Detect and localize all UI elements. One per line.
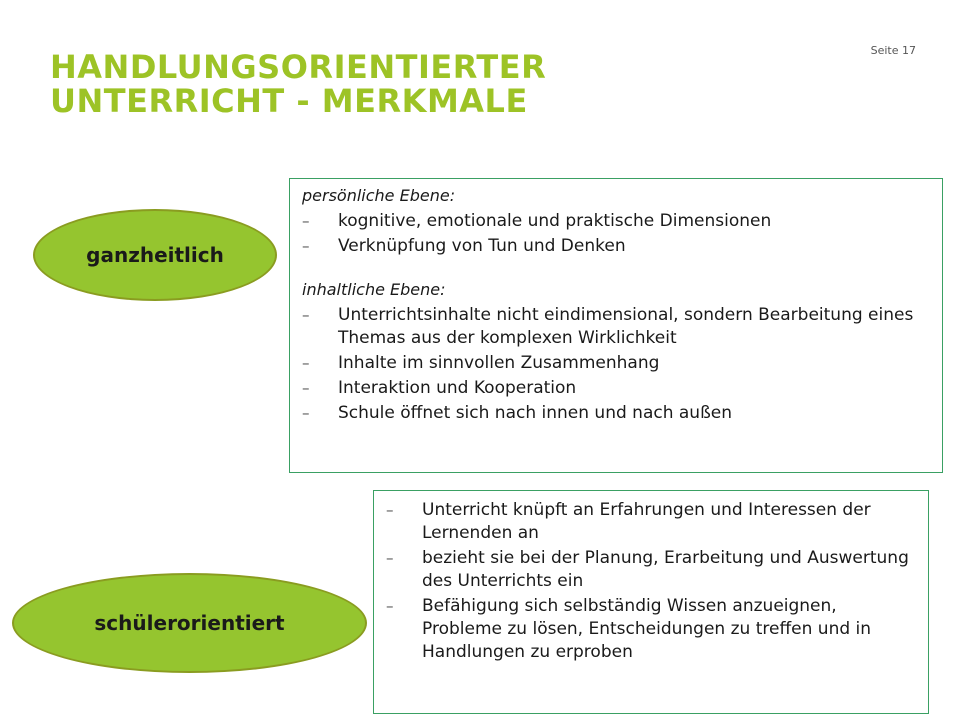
schuelerorientiert-box bbox=[373, 490, 929, 714]
list-item: – Inhalte im sinnvollen Zusammenhang bbox=[302, 352, 932, 375]
list-item: – Unterrichtsinhalte nicht eindimensional, sondern Bearbeitung eines Themas aus der komplexen Wirklichkeit bbox=[302, 304, 932, 350]
list-item: – Befähigung sich selbständig Wissen anzueignen, Probleme zu lösen, Entscheidungen zu treffen und in Handlungen zu erproben bbox=[386, 595, 918, 664]
content-level-list bbox=[302, 304, 932, 425]
personal-level-heading: persönliche Ebene: bbox=[302, 186, 456, 205]
ganzheitlich-box bbox=[289, 178, 943, 473]
page-number: Seite 17 bbox=[870, 44, 916, 57]
schuelerorientiert-label: schülerorientiert bbox=[94, 611, 285, 635]
list-item: – Verknüpfung von Tun und Denken bbox=[302, 235, 932, 258]
list-item: – Interaktion und Kooperation bbox=[302, 377, 932, 400]
ganzheitlich-ellipse bbox=[33, 209, 277, 301]
list-item: – bezieht sie bei der Planung, Erarbeitung und Auswertung des Unterrichts ein bbox=[386, 547, 918, 593]
list-item: – Unterricht knüpft an Erfahrungen und Interessen der Lernenden an bbox=[386, 499, 918, 545]
ganzheitlich-label: ganzheitlich bbox=[86, 243, 224, 267]
schuelerorientiert-list bbox=[386, 499, 918, 664]
list-item: – Schule öffnet sich nach innen und nach außen bbox=[302, 402, 932, 425]
slide-title bbox=[50, 50, 810, 118]
list-item: – kognitive, emotionale und praktische Dimensionen bbox=[302, 210, 932, 233]
content-level-heading: inhaltliche Ebene: bbox=[302, 280, 446, 299]
title-line-2: UNTERRICHT - MERKMALE bbox=[50, 82, 528, 120]
title-line-1: HANDLUNGSORIENTIERTER bbox=[50, 48, 547, 86]
schuelerorientiert-ellipse bbox=[12, 573, 367, 673]
personal-level-list bbox=[302, 210, 932, 258]
